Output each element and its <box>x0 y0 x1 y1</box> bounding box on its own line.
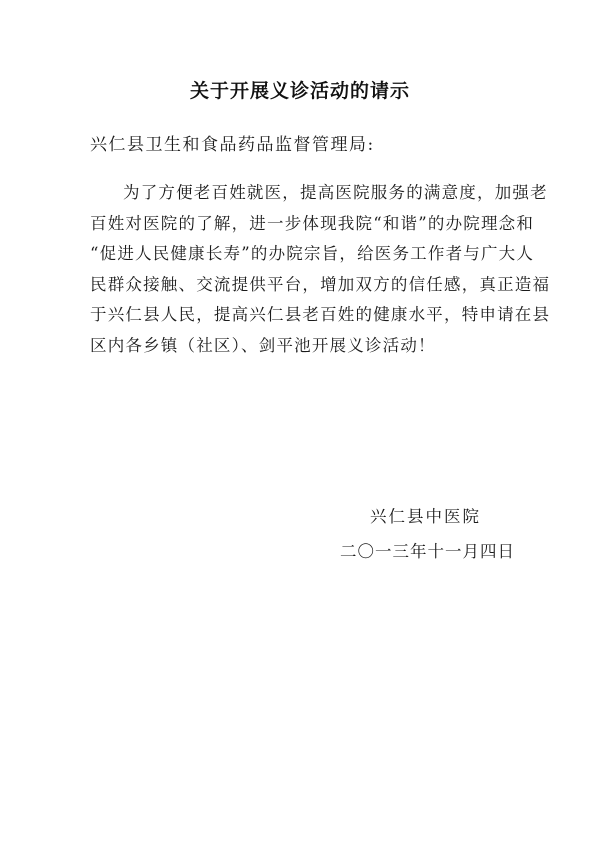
body-line: 民群众接触、交流提供平台，增加双方的信任感，真正造福 <box>90 274 551 294</box>
body-line: 于兴仁县人民，提高兴仁县老百姓的健康水平，特申请在县 <box>90 305 551 324</box>
signature-organization: 兴仁县中医院 <box>370 507 481 526</box>
body-paragraph <box>90 178 551 361</box>
salutation: 兴仁县卫生和食品药品监督管理局: <box>90 135 375 155</box>
body-line: “促进人民健康长寿”的办院宗旨，给医务工作者与广大人 <box>90 244 535 263</box>
body-line: 百姓对医院的了解，进一步体现我院“和谐”的办院理念和 <box>90 213 535 233</box>
body-line: 区内各乡镇（社区）、剑平池开展义诊活动！ <box>90 335 436 355</box>
body-line: 为了方便老百姓就医，提高医院服务的满意度，加强老 <box>123 183 548 202</box>
signature-date: 二〇一三年十一月四日 <box>340 542 515 561</box>
document-title: 关于开展义诊活动的请示 <box>189 80 410 102</box>
